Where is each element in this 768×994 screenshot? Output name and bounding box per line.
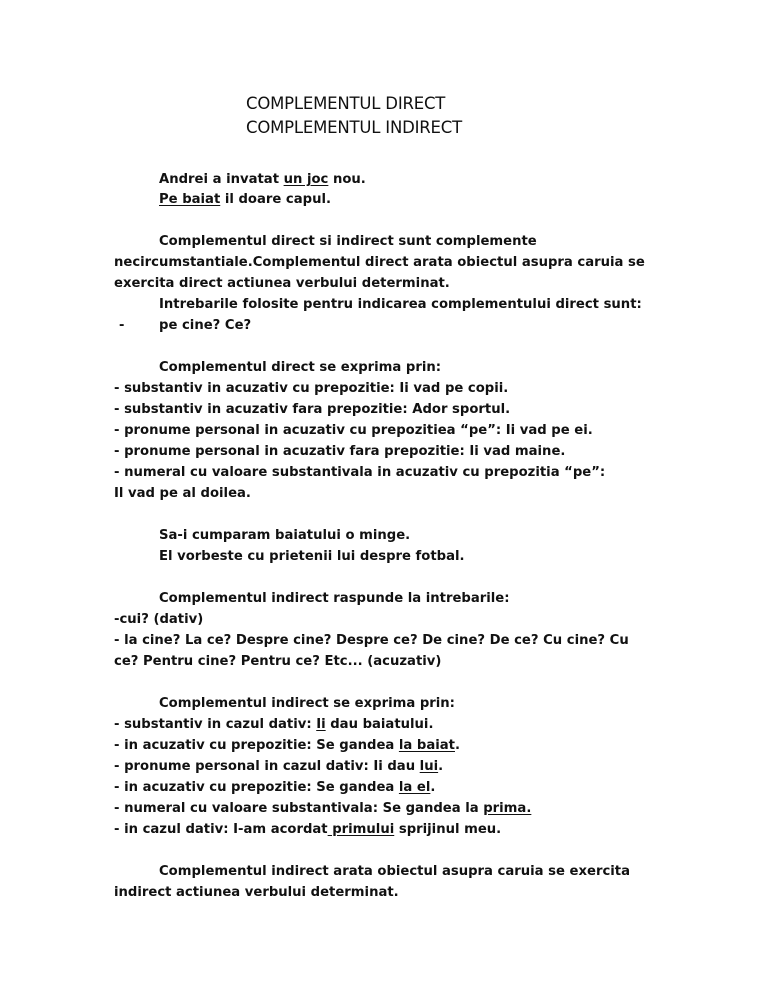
list-item: Il vad pe al doilea. — [114, 486, 251, 501]
underlined-text: la el — [398, 780, 431, 795]
text: nou. — [328, 172, 366, 187]
list-item: - pronume personal in acuzativ cu prepozitiea “pe”: Ii vad pe ei. — [114, 423, 593, 438]
text: - in acuzativ cu prepozitie: Se gandea — [114, 738, 399, 753]
title-indirect: COMPLEMENTUL INDIRECT — [246, 118, 462, 137]
text: . — [438, 759, 444, 774]
example-line: El vorbeste cu prietenii lui despre fotbal. — [159, 549, 465, 564]
paragraph-line: Complementul indirect arata obiectul asupra caruia se exercita — [159, 864, 630, 879]
list-item — [114, 822, 501, 837]
example-line — [159, 172, 366, 187]
list-item: ce? Pentru cine? Pentru ce? Etc... (acuzativ) — [114, 654, 442, 669]
list-item — [114, 801, 531, 816]
section-heading: Complementul indirect raspunde la intrebarile: — [159, 591, 510, 606]
text: sprijinul meu. — [394, 822, 502, 837]
list-item — [114, 780, 435, 795]
question-line: pe cine? Ce? — [159, 318, 252, 333]
paragraph-line: necircumstantiale.Complementul direct arata obiectul asupra caruia se — [114, 255, 645, 270]
list-item — [114, 738, 460, 753]
bullet-dash: - — [119, 318, 125, 333]
text: . — [430, 780, 436, 795]
example-line: Sa-i cumparam baiatului o minge. — [159, 528, 411, 543]
list-item: -cui? (dativ) — [114, 612, 204, 627]
text: il doare capul. — [220, 192, 332, 207]
text: . — [454, 738, 460, 753]
paragraph-line: indirect actiunea verbului determinat. — [114, 885, 399, 900]
text: Andrei a invatat — [159, 172, 284, 187]
text: dau baiatului. — [325, 717, 434, 732]
underlined-text: primului — [327, 822, 395, 837]
section-heading: Complementul direct se exprima prin: — [159, 360, 442, 375]
underlined-text: la baiat — [398, 738, 455, 753]
underlined-text: lui — [419, 759, 439, 774]
list-item — [114, 717, 433, 732]
title-direct: COMPLEMENTUL DIRECT — [246, 94, 446, 113]
underlined-text: prima. — [483, 801, 532, 816]
list-item: - la cine? La ce? Despre cine? Despre ce? De cine? De ce? Cu cine? Cu — [114, 633, 629, 648]
list-item: - substantiv in acuzativ cu prepozitie: Ii vad pe copii. — [114, 381, 509, 396]
list-item: - substantiv in acuzativ fara prepozitie: Ador sportul. — [114, 402, 511, 417]
underlined-text: Ii — [316, 717, 326, 732]
text: - substantiv in cazul dativ: — [114, 717, 317, 732]
underlined-text: un joc — [283, 172, 329, 187]
list-item — [114, 759, 443, 774]
underlined-text: Pe baiat — [159, 192, 221, 207]
section-heading: Complementul indirect se exprima prin: — [159, 696, 455, 711]
text: - pronume personal in cazul dativ: Ii dau — [114, 759, 420, 774]
text: - in cazul dativ: I-am acordat — [114, 822, 328, 837]
paragraph-line: Intrebarile folosite pentru indicarea complementului direct sunt: — [159, 297, 642, 312]
paragraph-line: Complementul direct si indirect sunt complemente — [159, 234, 537, 249]
paragraph-line: exercita direct actiunea verbului determinat. — [114, 276, 450, 291]
list-item: - pronume personal in acuzativ fara prepozitie: Ii vad maine. — [114, 444, 566, 459]
example-line — [159, 192, 331, 207]
text: - in acuzativ cu prepozitie: Se gandea — [114, 780, 399, 795]
text: - numeral cu valoare substantivala: Se gandea la — [114, 801, 484, 816]
list-item: - numeral cu valoare substantivala in acuzativ cu prepozitia “pe”: — [114, 465, 606, 480]
